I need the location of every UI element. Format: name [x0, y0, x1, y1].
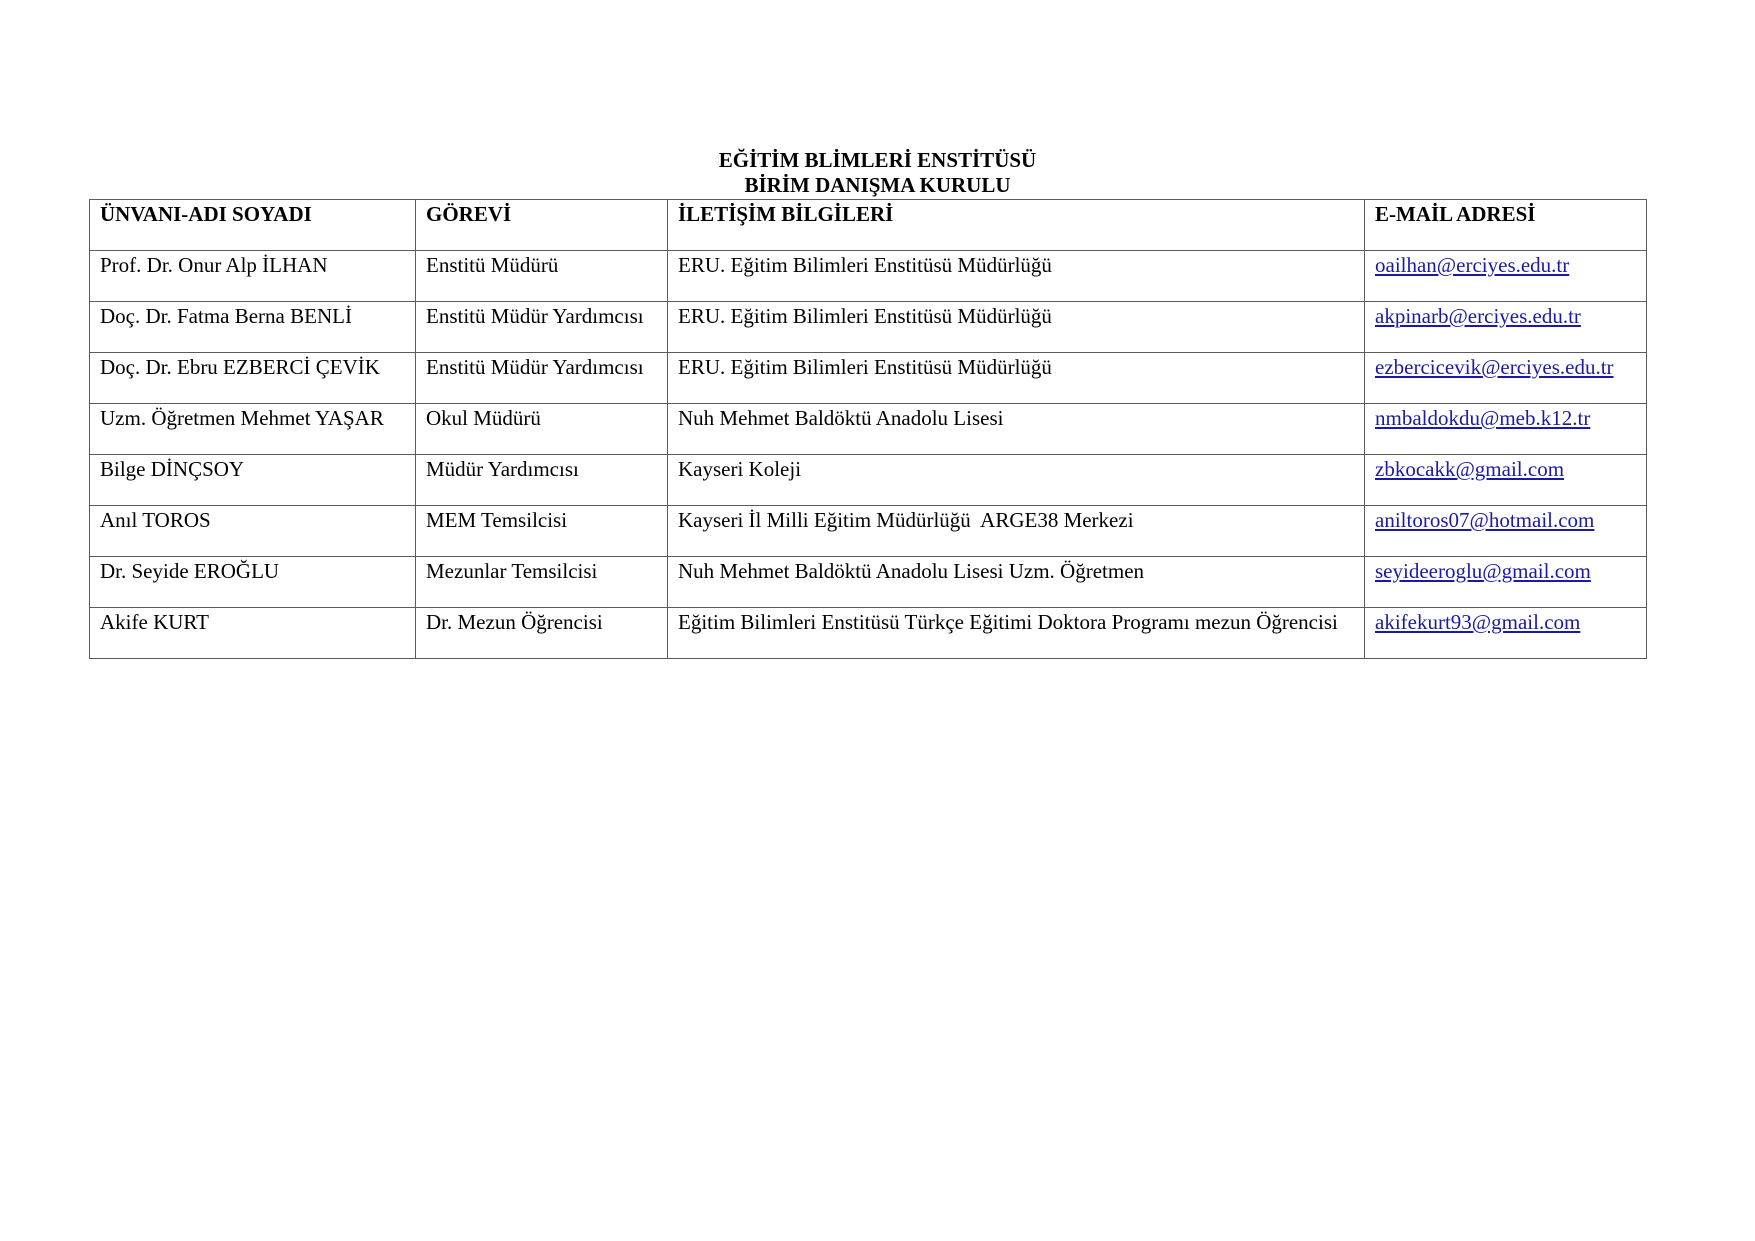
cell-role: Mezunlar Temsilcisi	[416, 557, 668, 608]
cell-role: Müdür Yardımcısı	[416, 455, 668, 506]
cell-email	[1365, 353, 1647, 404]
cell-email	[1365, 557, 1647, 608]
cell-name: Dr. Seyide EROĞLU	[90, 557, 416, 608]
cell-email	[1365, 302, 1647, 353]
advisory-board-table	[89, 199, 1647, 659]
cell-role: Enstitü Müdür Yardımcısı	[416, 302, 668, 353]
cell-role: Dr. Mezun Öğrencisi	[416, 608, 668, 659]
table-row	[90, 608, 1647, 659]
document-title	[0, 148, 1755, 198]
cell-contact: Nuh Mehmet Baldöktü Anadolu Lisesi Uzm. Öğretmen	[668, 557, 1365, 608]
cell-email	[1365, 608, 1647, 659]
cell-role: Enstitü Müdür Yardımcısı	[416, 353, 668, 404]
cell-email	[1365, 506, 1647, 557]
email-link[interactable]: zbkocakk@gmail.com	[1375, 457, 1565, 481]
cell-email	[1365, 455, 1647, 506]
table-row	[90, 506, 1647, 557]
table-row	[90, 404, 1647, 455]
cell-role: MEM Temsilcisi	[416, 506, 668, 557]
cell-role: Enstitü Müdürü	[416, 251, 668, 302]
title-line-1: EĞİTİM BLİMLERİ ENSTİTÜSÜ	[718, 148, 1037, 172]
header-name: ÜNVANI-ADI SOYADI	[90, 200, 416, 251]
cell-email	[1365, 251, 1647, 302]
cell-contact: Nuh Mehmet Baldöktü Anadolu Lisesi	[668, 404, 1365, 455]
cell-contact: ERU. Eğitim Bilimleri Enstitüsü Müdürlüğü	[668, 302, 1365, 353]
email-link[interactable]: akpinarb@erciyes.edu.tr	[1375, 304, 1581, 328]
table-row	[90, 455, 1647, 506]
cell-contact: ERU. Eğitim Bilimleri Enstitüsü Müdürlüğü	[668, 251, 1365, 302]
cell-contact: Kayseri Koleji	[668, 455, 1365, 506]
table-row	[90, 557, 1647, 608]
email-link[interactable]: akifekurt93@gmail.com	[1375, 610, 1581, 634]
cell-name: Anıl TOROS	[90, 506, 416, 557]
cell-name: Bilge DİNÇSOY	[90, 455, 416, 506]
header-contact: İLETİŞİM BİLGİLERİ	[668, 200, 1365, 251]
table-row	[90, 302, 1647, 353]
header-email: E-MAİL ADRESİ	[1365, 200, 1647, 251]
cell-contact: Kayseri İl Milli Eğitim Müdürlüğü ARGE38 Merkezi	[668, 506, 1365, 557]
table-row	[90, 251, 1647, 302]
email-link[interactable]: ezbercicevik@erciyes.edu.tr	[1375, 355, 1614, 379]
email-link[interactable]: aniltoros07@hotmail.com	[1375, 508, 1595, 532]
header-role: GÖREVİ	[416, 200, 668, 251]
cell-contact: ERU. Eğitim Bilimleri Enstitüsü Müdürlüğü	[668, 353, 1365, 404]
cell-email	[1365, 404, 1647, 455]
cell-name: Doç. Dr. Fatma Berna BENLİ	[90, 302, 416, 353]
cell-name: Uzm. Öğretmen Mehmet YAŞAR	[90, 404, 416, 455]
email-link[interactable]: oailhan@erciyes.edu.tr	[1375, 253, 1570, 277]
table-header-row	[90, 200, 1647, 251]
cell-contact: Eğitim Bilimleri Enstitüsü Türkçe Eğitimi Doktora Programı mezun Öğrencisi	[668, 608, 1365, 659]
cell-role: Okul Müdürü	[416, 404, 668, 455]
email-link[interactable]: seyideeroglu@gmail.com	[1375, 559, 1591, 583]
title-line-2: BİRİM DANIŞMA KURULU	[744, 173, 1011, 197]
cell-name: Prof. Dr. Onur Alp İLHAN	[90, 251, 416, 302]
cell-name: Akife KURT	[90, 608, 416, 659]
cell-name: Doç. Dr. Ebru EZBERCİ ÇEVİK	[90, 353, 416, 404]
table-row	[90, 353, 1647, 404]
email-link[interactable]: nmbaldokdu@meb.k12.tr	[1375, 406, 1591, 430]
